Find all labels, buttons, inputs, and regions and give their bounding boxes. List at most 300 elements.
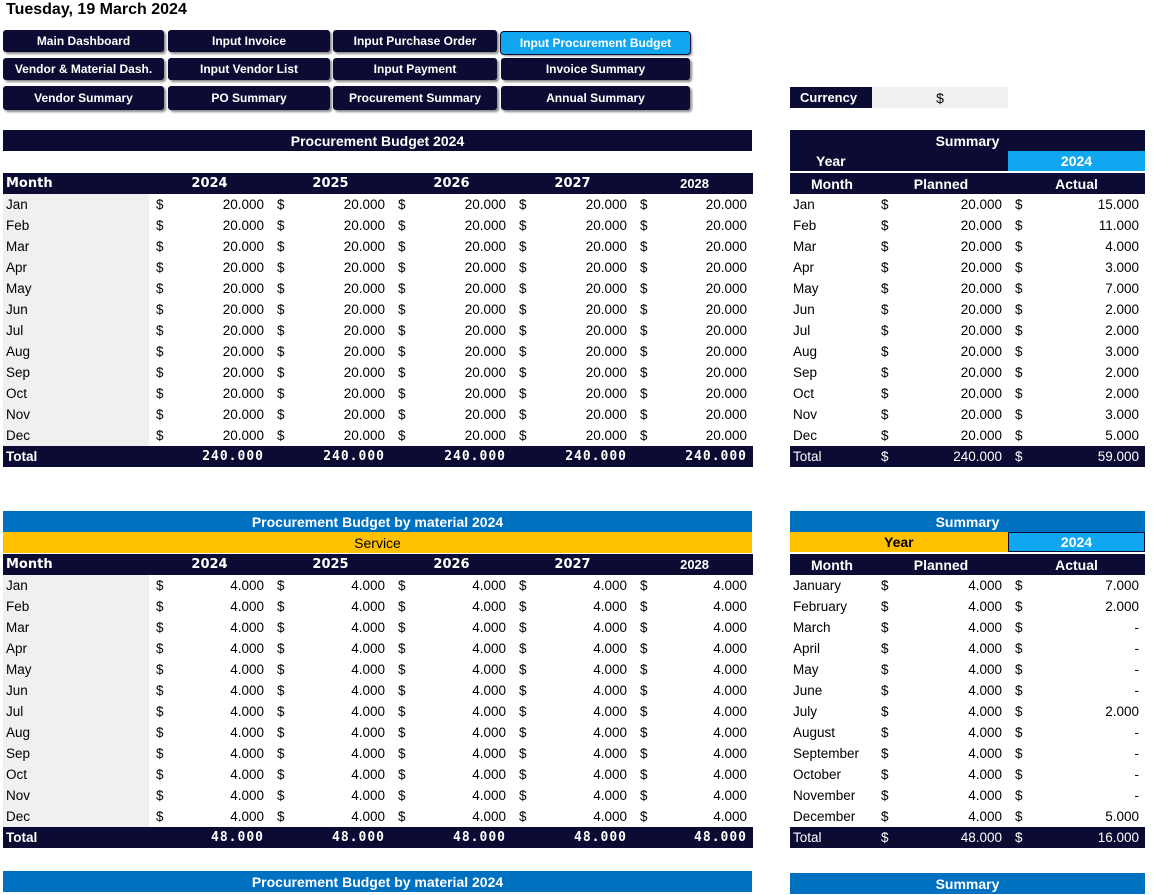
currency-symbol: $ [640, 302, 648, 317]
budget-value: 20.000 [585, 218, 627, 233]
month-label: Apr [793, 260, 815, 275]
currency-symbol: $ [1015, 365, 1023, 380]
month-label: May [793, 281, 819, 296]
budget-value: 4.000 [351, 683, 385, 698]
budget-value: 4.000 [593, 704, 627, 719]
nav-button-invoice-summary[interactable]: Invoice Summary [501, 58, 690, 80]
summary-row [790, 278, 1145, 299]
currency-symbol: $ [398, 599, 406, 614]
planned-value: 4.000 [968, 662, 1002, 677]
budget-value: 20.000 [585, 428, 627, 443]
total-value: 48.000 [512, 827, 633, 848]
actual-value: 5.000 [1105, 809, 1140, 824]
table-row [3, 320, 753, 341]
summary-row [790, 722, 1145, 743]
planned-value: 4.000 [968, 809, 1002, 824]
currency-symbol: $ [519, 578, 527, 593]
actual-value: 2.000 [1105, 599, 1140, 614]
currency-symbol: $ [1015, 281, 1023, 296]
budget-value: 20.000 [343, 197, 385, 212]
table-row [3, 617, 753, 638]
summary2-year-select[interactable]: 2024 [1008, 532, 1145, 552]
currency-symbol: $ [640, 704, 648, 719]
summary-row [790, 638, 1145, 659]
budget-value: 20.000 [464, 260, 506, 275]
currency-symbol: $ [398, 281, 406, 296]
currency-symbol: $ [640, 683, 648, 698]
budget-value: 4.000 [351, 662, 385, 677]
summary1-year-label: Year [790, 151, 1008, 171]
currency-symbol: $ [640, 197, 648, 212]
currency-symbol: $ [519, 641, 527, 656]
summary-row [790, 575, 1145, 596]
currency-symbol: $ [1015, 386, 1023, 401]
currency-symbol: $ [277, 704, 285, 719]
currency-symbol: $ [881, 809, 889, 824]
month-label: Jul [793, 323, 811, 338]
month-label: August [793, 725, 836, 740]
month-label: September [793, 746, 860, 761]
month-label: Sep [3, 362, 149, 383]
actual-value: 7.000 [1105, 281, 1140, 296]
nav-button-main-dashboard[interactable]: Main Dashboard [3, 30, 164, 52]
currency-symbol: $ [519, 302, 527, 317]
month-label: June [793, 683, 823, 698]
header-actual: Actual [1008, 173, 1145, 194]
table-row [3, 257, 753, 278]
summary1-year-row [790, 151, 1145, 171]
currency-symbol: $ [398, 386, 406, 401]
summary-row [790, 701, 1145, 722]
budget-value: 20.000 [464, 323, 506, 338]
budget-value: 4.000 [472, 578, 506, 593]
month-label: Jun [793, 302, 815, 317]
total-value: 48.000 [391, 827, 512, 848]
currency-symbol: $ [277, 641, 285, 656]
actual-value: - [1134, 788, 1140, 803]
currency-symbol: $ [277, 239, 285, 254]
budget-value: 4.000 [230, 620, 264, 635]
currency-symbol: $ [156, 428, 164, 443]
month-label: Dec [3, 425, 149, 446]
nav-button-procurement-summary[interactable]: Procurement Summary [333, 86, 497, 110]
budget-value: 4.000 [472, 746, 506, 761]
currency-symbol: $ [277, 599, 285, 614]
table-row [3, 215, 753, 236]
month-label: Jan [3, 575, 149, 596]
currency-symbol: $ [1015, 578, 1023, 593]
table-row [3, 575, 753, 596]
summary-row [790, 299, 1145, 320]
currency-symbol: $ [156, 239, 164, 254]
total-planned: 240.000 [896, 446, 1008, 467]
currency-symbol: $ [881, 599, 889, 614]
budget-value: 4.000 [472, 725, 506, 740]
material-category[interactable]: Service [3, 532, 752, 553]
header-month: Month [790, 554, 874, 575]
summary-row [790, 383, 1145, 404]
currency-symbol: $ [640, 365, 648, 380]
budget-value: 4.000 [713, 704, 748, 719]
summary-row [790, 194, 1145, 215]
currency-symbol: $ [881, 746, 889, 761]
month-label: Jan [3, 194, 149, 215]
budget-value: 4.000 [713, 788, 748, 803]
currency-symbol: $ [277, 620, 285, 635]
currency-symbol: $ [156, 683, 164, 698]
currency-symbol: $ [640, 662, 648, 677]
planned-value: 20.000 [960, 197, 1002, 212]
currency-symbol: $ [277, 788, 285, 803]
actual-value: 11.000 [1098, 218, 1140, 233]
table-header [3, 173, 753, 194]
month-label: Jun [3, 299, 149, 320]
planned-value: 20.000 [960, 407, 1002, 422]
budget-value: 20.000 [464, 239, 506, 254]
planned-value: 4.000 [968, 704, 1002, 719]
currency-symbol: $ [881, 197, 889, 212]
budget-value: 4.000 [593, 641, 627, 656]
table-row [3, 341, 753, 362]
currency-symbol: $ [277, 386, 285, 401]
month-label: October [793, 767, 842, 782]
currency-symbol: $ [640, 239, 648, 254]
summary-row [790, 257, 1145, 278]
budget-value: 4.000 [351, 767, 385, 782]
planned-value: 4.000 [968, 578, 1002, 593]
budget-value: 20.000 [222, 386, 264, 401]
table-row [3, 785, 753, 806]
summary-total-row [790, 446, 1145, 467]
currency-select[interactable]: $ [872, 87, 1008, 108]
nav-button-vendor-material-dash[interactable]: Vendor & Material Dash. [3, 58, 164, 80]
total-value: 48.000 [270, 827, 391, 848]
currency-symbol: $ [640, 407, 648, 422]
month-label: May [793, 662, 819, 677]
planned-value: 4.000 [968, 599, 1002, 614]
nav-button-input-payment[interactable]: Input Payment [333, 58, 497, 80]
budget-value: 4.000 [713, 809, 748, 824]
nav-button-input-vendor-list[interactable]: Input Vendor List [168, 58, 330, 80]
header-month: Month [790, 173, 874, 194]
table-row [3, 806, 753, 827]
month-label: Aug [793, 344, 818, 359]
budget-value: 4.000 [351, 746, 385, 761]
currency-symbol: $ [519, 323, 527, 338]
month-label: Mar [793, 239, 817, 254]
currency-symbol: $ [156, 704, 164, 719]
header-planned: Planned [874, 554, 1008, 575]
header-planned: Planned [874, 173, 1008, 194]
summary2-title: Summary [790, 511, 1145, 532]
budget-value: 4.000 [351, 599, 385, 614]
budget-value: 20.000 [705, 302, 748, 317]
currency-symbol: $ [277, 260, 285, 275]
table-row [3, 701, 753, 722]
header-year: 2026 [391, 173, 512, 194]
currency-symbol: $ [398, 620, 406, 635]
budget-value: 20.000 [585, 302, 627, 317]
summary-row [790, 785, 1145, 806]
planned-value: 20.000 [960, 323, 1002, 338]
summary1-year-select[interactable]: 2024 [1008, 151, 1145, 171]
currency-symbol: $ [881, 683, 889, 698]
budget-value: 20.000 [585, 407, 627, 422]
currency-symbol: $ [881, 725, 889, 740]
budget-value: 20.000 [222, 281, 264, 296]
table-row [3, 596, 753, 617]
budget-value: 4.000 [230, 767, 264, 782]
currency-symbol: $ [1015, 407, 1023, 422]
currency-symbol: $ [519, 197, 527, 212]
month-label: Jan [793, 197, 815, 212]
currency-symbol: $ [881, 239, 889, 254]
currency-symbol: $ [156, 599, 164, 614]
budget-value: 4.000 [351, 620, 385, 635]
budget-value: 4.000 [230, 809, 264, 824]
currency-symbol: $ [156, 788, 164, 803]
table-row [3, 362, 753, 383]
currency-symbol: $ [881, 641, 889, 656]
currency-symbol: $ [1015, 239, 1023, 254]
header-actual: Actual [1008, 554, 1145, 575]
summary2-year-label: Year [790, 532, 1008, 552]
budget-value: 20.000 [222, 260, 264, 275]
currency-symbol: $ [277, 767, 285, 782]
summary-row [790, 617, 1145, 638]
currency-symbol: $ [1015, 725, 1023, 740]
currency-symbol: $ [398, 704, 406, 719]
currency-symbol: $ [640, 323, 648, 338]
currency-symbol: $ [277, 662, 285, 677]
budget-table [3, 173, 753, 467]
budget-value: 20.000 [705, 344, 748, 359]
budget-value: 4.000 [713, 599, 748, 614]
nav-button-input-procurement-budget[interactable]: Input Procurement Budget [501, 32, 690, 54]
actual-value: 7.000 [1105, 578, 1140, 593]
budget-value: 20.000 [705, 281, 748, 296]
budget-value: 20.000 [222, 197, 264, 212]
budget-value: 20.000 [585, 197, 627, 212]
currency-symbol: $ [519, 620, 527, 635]
month-label: Jul [3, 701, 149, 722]
budget-value: 4.000 [472, 767, 506, 782]
budget-value: 20.000 [705, 365, 748, 380]
budget-value: 20.000 [464, 365, 506, 380]
actual-value: - [1134, 683, 1140, 698]
currency-symbol: $ [277, 683, 285, 698]
currency-symbol: $ [881, 788, 889, 803]
nav-button-po-summary[interactable]: PO Summary [168, 86, 330, 110]
planned-value: 20.000 [960, 344, 1002, 359]
actual-value: 2.000 [1105, 302, 1140, 317]
budget-value: 20.000 [222, 428, 264, 443]
header-year: 2027 [512, 173, 633, 194]
nav-button-annual-summary[interactable]: Annual Summary [501, 86, 690, 110]
budget-value: 20.000 [464, 197, 506, 212]
summary2-table [790, 554, 1145, 848]
month-label: Nov [3, 404, 149, 425]
budget-value: 20.000 [464, 281, 506, 296]
currency-symbol: $ [156, 746, 164, 761]
table-row [3, 659, 753, 680]
actual-value: 3.000 [1105, 407, 1140, 422]
month-label: Dec [3, 806, 149, 827]
currency-symbol: $ [156, 407, 164, 422]
currency-symbol: $ [1015, 746, 1023, 761]
currency-symbol: $ [640, 788, 648, 803]
budget-value: 20.000 [222, 302, 264, 317]
header-year: 2028 [633, 554, 753, 575]
currency-symbol: $ [519, 428, 527, 443]
total-row [3, 446, 753, 467]
summary-row [790, 596, 1145, 617]
header-year: 2024 [149, 554, 270, 575]
currency-symbol: $ [1015, 323, 1023, 338]
table-row [3, 425, 753, 446]
month-label: Apr [3, 638, 149, 659]
header-year: 2024 [149, 173, 270, 194]
table-row [3, 764, 753, 785]
planned-value: 20.000 [960, 386, 1002, 401]
budget-value: 20.000 [222, 323, 264, 338]
budget-value: 20.000 [222, 218, 264, 233]
table-row [3, 638, 753, 659]
nav-button-input-invoice[interactable]: Input Invoice [168, 30, 330, 52]
currency-symbol: $ [881, 662, 889, 677]
total-value: 240.000 [270, 446, 391, 467]
currency-symbol: $ [398, 767, 406, 782]
currency-symbol: $ [398, 428, 406, 443]
planned-value: 4.000 [968, 620, 1002, 635]
currency-symbol: $ [156, 260, 164, 275]
currency-symbol: $ [1015, 704, 1023, 719]
currency-symbol: $ [519, 704, 527, 719]
month-label: May [3, 278, 149, 299]
currency-symbol: $ [277, 578, 285, 593]
currency-symbol: $ [881, 260, 889, 275]
currency-symbol: $ [519, 599, 527, 614]
currency-symbol: $ [277, 323, 285, 338]
actual-value: - [1134, 767, 1140, 782]
currency-symbol: $ [277, 746, 285, 761]
currency-symbol: $ [398, 725, 406, 740]
table-row [3, 680, 753, 701]
budget-value: 20.000 [464, 407, 506, 422]
budget-value: 4.000 [713, 641, 748, 656]
summary-row [790, 680, 1145, 701]
actual-value: 15.000 [1097, 197, 1140, 212]
currency-symbol: $ [874, 827, 896, 848]
currency-symbol: $ [881, 344, 889, 359]
currency-symbol: $ [881, 365, 889, 380]
nav-button-input-purchase-order[interactable]: Input Purchase Order [333, 30, 497, 52]
total-planned: 48.000 [896, 827, 1008, 848]
total-value: 48.000 [149, 827, 270, 848]
table-row [3, 278, 753, 299]
summary-row [790, 320, 1145, 341]
nav-button-vendor-summary[interactable]: Vendor Summary [3, 86, 164, 110]
currency-symbol: $ [881, 428, 889, 443]
currency-symbol: $ [1015, 260, 1023, 275]
summary3-title: Summary [790, 873, 1145, 894]
currency-symbol: $ [277, 725, 285, 740]
actual-value: - [1134, 641, 1140, 656]
planned-value: 4.000 [968, 746, 1002, 761]
currency-symbol: $ [640, 641, 648, 656]
header-month: Month [3, 173, 149, 194]
currency-symbol: $ [398, 662, 406, 677]
month-label: Sep [3, 743, 149, 764]
currency-symbol: $ [398, 683, 406, 698]
budget-value: 4.000 [230, 683, 264, 698]
budget-value: 4.000 [230, 746, 264, 761]
budget-value: 4.000 [713, 620, 748, 635]
currency-symbol: $ [640, 725, 648, 740]
month-label: Aug [3, 722, 149, 743]
actual-value: - [1134, 662, 1140, 677]
actual-value: 2.000 [1105, 386, 1140, 401]
currency-symbol: $ [640, 218, 648, 233]
table-header [3, 554, 753, 575]
table-row [3, 743, 753, 764]
currency-symbol: $ [156, 323, 164, 338]
currency-symbol: $ [881, 218, 889, 233]
budget-value: 20.000 [585, 260, 627, 275]
planned-value: 4.000 [968, 767, 1002, 782]
budget-value: 20.000 [464, 428, 506, 443]
total-label: Total [3, 827, 149, 848]
budget-value: 4.000 [593, 683, 627, 698]
budget-value: 20.000 [343, 323, 385, 338]
currency-symbol: $ [1015, 809, 1023, 824]
month-label: Oct [3, 764, 149, 785]
currency-symbol: $ [640, 599, 648, 614]
currency-symbol: $ [156, 218, 164, 233]
summary-row [790, 425, 1145, 446]
budget-value: 20.000 [585, 344, 627, 359]
budget-value: 4.000 [713, 725, 748, 740]
currency-label: Currency [790, 87, 872, 108]
budget-value: 4.000 [230, 578, 264, 593]
summary-row [790, 362, 1145, 383]
currency-symbol: $ [156, 197, 164, 212]
summary-row [790, 743, 1145, 764]
currency-symbol: $ [277, 344, 285, 359]
total-actual: 59.000 [1030, 446, 1145, 467]
currency-symbol: $ [398, 218, 406, 233]
currency-symbol: $ [156, 641, 164, 656]
budget-value: 4.000 [351, 641, 385, 656]
material-table [3, 554, 753, 848]
budget-value: 20.000 [343, 218, 385, 233]
actual-value: 3.000 [1105, 344, 1140, 359]
currency-symbol: $ [156, 578, 164, 593]
budget-value: 4.000 [230, 725, 264, 740]
budget-value: 20.000 [343, 281, 385, 296]
currency-symbol: $ [398, 809, 406, 824]
month-label: Aug [3, 341, 149, 362]
total-label: Total [790, 827, 874, 848]
budget-value: 4.000 [351, 788, 385, 803]
month-label: May [3, 659, 149, 680]
planned-value: 4.000 [968, 683, 1002, 698]
total-value: 240.000 [391, 446, 512, 467]
actual-value: 2.000 [1105, 365, 1140, 380]
month-label: April [793, 641, 821, 656]
currency-symbol: $ [640, 344, 648, 359]
currency-symbol: $ [398, 365, 406, 380]
